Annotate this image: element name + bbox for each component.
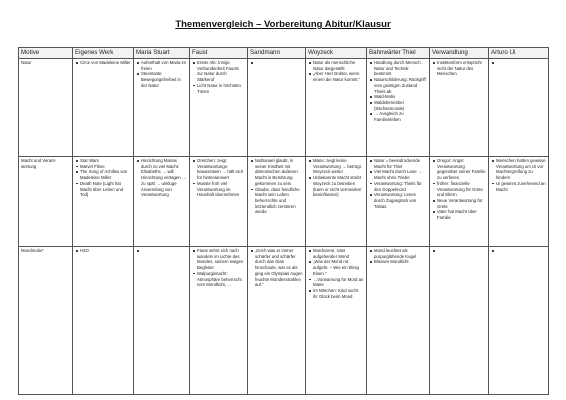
motive-cell: Natur [19,59,73,157]
comparison-table [18,47,549,395]
bullet-item: Steentaste Bewegungsfreiheit in der Natur [141,71,187,88]
bullet-item: Glaube, dass feindliche Macht sein Leben beherrschte und letztendlich zerstören werde [255,187,303,216]
table-cell [190,157,248,247]
bullet-list [308,60,364,83]
bullet-item: Marie: zeigt keine Verantwortung → betrügt Woyzeck weiter [313,158,364,175]
bullet-item: Vater hat Macht über Familie [437,209,486,220]
bullet-item: Musste froh viel Verantwortung im Haushalt übernehmen [197,181,245,198]
bullet-item: →Vorwarnung für Mord an Marie [313,276,364,288]
table-cell [73,59,134,157]
bullet-item: Menschen hatten gewisse Verantwortung um Ui vor Machtergreifung zu hindern [496,158,546,181]
bullet-item: Unbekannte Macht strebt Woyzeck zu betreiben (kann er nicht vermeiden/ beeinflussen) [313,175,364,198]
column-header: Motive [19,48,73,59]
bullet-list [369,158,427,209]
column-header: Faust [190,48,248,59]
table-cell [190,247,248,395]
header-row [19,48,549,59]
bullet-list [432,158,486,221]
bullet-item: Erster Akt: Innige Verbundenheit Fausts zur Natur durch Stärkeruf [197,60,245,83]
bullet-item: Aufenthalt von Maria im freien [141,60,187,71]
bullet-list [136,60,187,89]
table-cell [134,157,190,247]
table-cell [190,59,248,157]
column-header: Arturo Ui [489,48,549,59]
bullet-item: Insektenform entspricht nicht der Natur des Menschen [437,60,486,77]
bullet-item: Nathanael glaubt, in seiner Kindheit mit dämonischen äußeren Macht in Berührung gekommen zu sein [255,158,303,187]
table-cell [367,247,430,395]
column-header: Bahnwärter Thiel [367,48,430,59]
table-cell [134,247,190,395]
bullet-item: Mond leuchtet als purpurglühende Kugel [374,248,427,259]
table-row [19,59,549,157]
bullet-list [432,60,486,77]
bullet-list [491,158,546,192]
bullet-item: Death Note (Light hat Macht über Leben und Tod) [80,181,131,198]
bullet-item: Circe von Madeleine Miller [80,60,131,65]
bullet-item: Gregor: Angst Verantwortung gegenüber seiner Familie zu verlieren [437,158,486,181]
bullet-item: Faust sehnt sich nach wandeln im Lichte des Mondes, seinem ewigen Begleiter [197,248,244,271]
column-header: Maria Stuart [134,48,190,59]
table-cell [367,157,430,247]
bullet-item: Gretchen: zeigt Verantwortungs-bewusstsein → hält sich für hinterwerwert [197,158,244,181]
bullet-item: Natur = beeindruckende Macht für Thiel [374,158,427,169]
bullet-item: The Song of Achilles von Madeleine Miller [80,169,131,180]
column-header: Eigenes Werk [73,48,134,59]
bullet-list [308,158,364,198]
bullet-item: Verantwortung: Thiels für den Doppelmord [374,181,427,192]
bullet-list [250,158,303,215]
bullet-item: Hinrichtung Marias durch zu viel Macht: Elisabeths → will Hinrichtung vertagen → zu spät → unkluge Anwendung von Verantwortung [141,158,187,198]
table-cell [489,59,549,157]
bullet-item: → Ausgleich zu Familienleben [374,111,427,122]
table-cell [134,59,190,157]
bullet-item: „Doch was er immer schärfer und schärfer durch das Glas hinschaute, war es als ging ein Olympias Augen feuchte Mondesstrahlen auf.“ [255,248,303,288]
bullet-list [192,248,245,288]
bullet-item: „Aber Herr Doktor, wenn einem die Natur kommt.“ [313,71,364,82]
motive-cell: Macht und Verant-wortung [19,157,73,247]
bullet-list [369,248,427,265]
bullet-item: Im Märchen: Kind sucht ihr Glück beim Mond [313,288,364,299]
table-cell [367,59,430,157]
bullet-item: Naturschilderung: Rückgriff vom geistigen Zustand Thiels ab [374,77,426,94]
bullet-item: Ui gewinnt zunehmend an Macht [496,180,546,192]
table-cell [73,157,134,247]
table-cell [248,247,306,395]
bullet-item: H2O [80,248,131,254]
bullet-list [369,60,427,123]
table-cell [430,157,489,247]
table-cell [489,157,549,247]
column-header: Verwandlung [430,48,489,59]
bullet-item: Blasses Mondlicht [374,259,427,265]
table-row [19,157,549,247]
column-header: Woyzeck [306,48,367,59]
table-cell [248,59,306,157]
table-row [19,247,549,395]
bullet-item: Licht Natur in höchsten Tönen [197,83,245,94]
bullet-item: Viel Macht durch Lene → Macht ohne Triebe [374,169,427,180]
bullet-item: Natur als menschliche Natur dargestellt [313,60,364,71]
column-header: Sandmann [248,48,306,59]
bullet-list [75,158,131,198]
bullet-item: Verantwortung: Lenes durch Zuganglück von Tobias [374,192,427,209]
bullet-list [250,248,303,288]
bullet-item: Walpurgisnacht: Atmosphäre beherrscht vom Mondlicht, … [197,271,245,288]
document-title: Themenvergleich – Vorbereitung Abitur/Klausur [175,19,391,30]
motive-cell: Mondmotiv* [19,247,73,395]
table-cell [306,247,367,395]
table-cell [430,247,489,395]
bullet-list [192,158,245,198]
table-cell [306,59,367,157]
bullet-item: Neue Verantwortung für Grete [437,198,486,209]
bullet-item: Marvel Filme [80,164,131,170]
table-cell [306,157,367,247]
bullet-item: Wald-Motiv [374,94,427,100]
bullet-item: Handlung durch Mensch, Natur und Technik bestimmt [374,60,427,77]
bullet-item: Mordszene, roter aufgehender Mond [313,248,364,259]
bullet-item: Waldebenenbei (Sächsemonde) [374,100,427,111]
table-cell [248,157,306,247]
table-cell [73,247,134,395]
bullet-list [75,248,131,254]
table-cell [489,247,549,395]
bullet-list [136,158,187,198]
bullet-item: „Was der Mond rot aufgeht. – Wie ein blinig Eisen.“ [313,259,364,276]
bullet-list [308,248,364,299]
bullet-list [75,60,131,66]
bullet-list [192,60,245,94]
bullet-item: früher: finanzielle Verantwortung für Grete und Eltern [437,181,486,198]
table-cell [430,59,489,157]
bullet-item: Star Wars [80,158,131,164]
